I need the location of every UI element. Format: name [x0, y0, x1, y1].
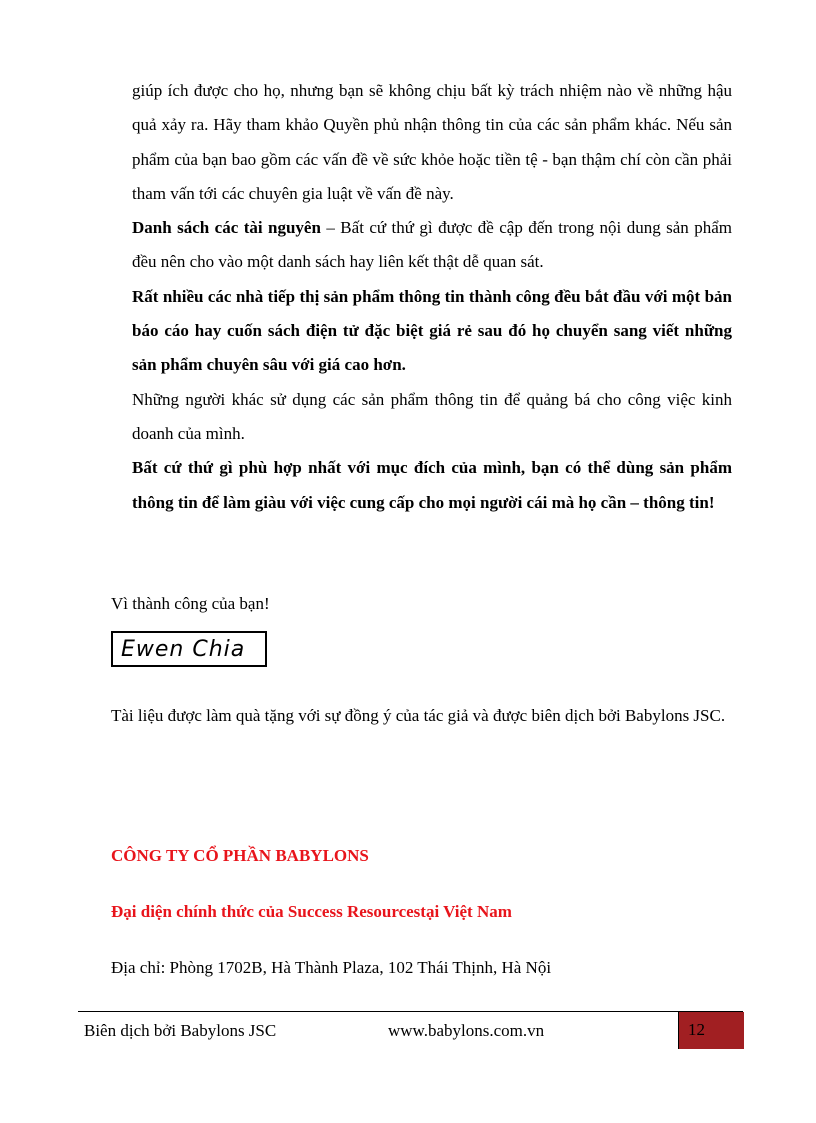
signature-image [111, 631, 267, 667]
resources-text: – Bất cứ thứ gì được đề cập đến trong nội dung sản phẩm đều nên cho vào một danh sách hay liên kết thật dễ quan sát. [132, 218, 733, 272]
company-name: CÔNG TY CỔ PHẦN BABYLONS [111, 846, 369, 865]
paragraph-marketers: Rất nhiều các nhà tiếp thị sản phẩm thông tin thành công đều bắt đầu với một bản báo cáo hay cuốn sách điện tử đặc biệt giá rẻ sau đó họ chuyển sang viết những sản phẩm chuyên sâu với giá cao hơn. [132, 286, 732, 375]
paragraph-disclaimer: giúp ích được cho họ, nhưng bạn sẽ không chịu bất kỳ trách nhiệm nào về những hậu quả xảy ra. Hãy tham khảo Quyền phủ nhận thông tin của các sản phẩm khác. Nếu sản phẩm của bạn bao gồm các vấn đề về sức khỏe hoặc tiền tệ - bạn thậm chí còn cần phải tham vấn tới các chuyên gia luật về vấn đề này. [132, 81, 732, 203]
page-number: 12 [688, 1020, 705, 1039]
closing-line: Vì thành công của bạn! [111, 594, 270, 613]
footer-translated-by: Biên dịch bởi Babylons JSC [84, 1021, 277, 1040]
translation-note: Tài liệu được làm quà tặng với sự đồng ý của tác giả và được biên dịch bởi Babylons JSC. [111, 706, 726, 725]
company-address: Địa chỉ: Phòng 1702B, Hà Thành Plaza, 102 Thái Thịnh, Hà Nội [111, 958, 552, 977]
paragraph-others: Những người khác sử dụng các sản phẩm thông tin để quảng bá cho công việc kinh doanh của mình. [132, 389, 732, 443]
body-text [132, 74, 732, 520]
signature-text: Ewen Chia [121, 637, 246, 662]
paragraph-conclusion: Bất cứ thứ gì phù hợp nhất với mục đích của mình, bạn có thể dùng sản phẩm thông tin để làm giàu với việc cung cấp cho mọi người cái mà họ cần – thông tin! [132, 458, 732, 512]
page-number-box [678, 1012, 744, 1049]
resources-heading: Danh sách các tài nguyên [132, 218, 321, 238]
company-representative: Đại diện chính thức của Success Resourcestại Việt Nam [111, 902, 512, 921]
paragraph-resources [132, 211, 732, 280]
footer-divider [78, 1011, 743, 1012]
footer-website: www.babylons.com.vn [388, 1021, 545, 1040]
